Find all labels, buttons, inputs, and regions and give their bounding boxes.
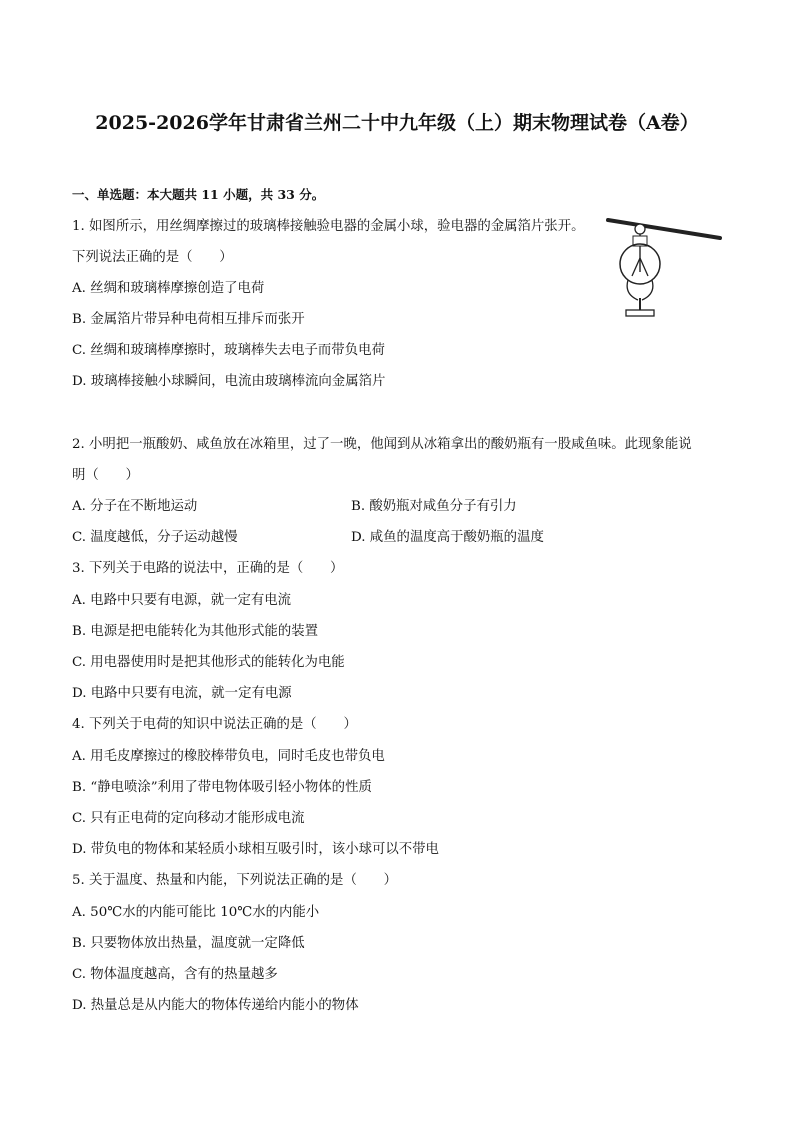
question-5-stem: 5. 关于温度、热量和内能，下列说法正确的是（ ） [72,873,398,888]
question-4-stem: 4. 下列关于电荷的知识中说法正确的是（ ） [72,717,357,732]
question-2-option-b: B. 酸奶瓶对咸鱼分子有引力 [351,499,517,514]
question-3-option-a: A. 电路中只要有电源，就一定有电流 [72,593,292,608]
question-1-option-b: B. 金属箔片带异种电荷相互排斥而张开 [72,312,305,327]
electroscope-figure [604,212,728,324]
question-3-option-c: C. 用电器使用时是把其他形式的能转化为电能 [72,655,345,670]
question-2-option-a: A. 分子在不断地运动 [72,499,198,514]
stand-arms [627,280,653,300]
metal-ball [635,224,645,234]
stand-base [626,310,654,316]
question-5-option-c: C. 物体温度越高，含有的热量越多 [72,967,278,982]
question-2-stem: 2. 小明把一瓶酸奶、咸鱼放在冰箱里，过了一晚，他闻到从冰箱拿出的酸奶瓶有一股咸鱼味。此现象能说 [72,437,692,452]
question-5-option-d: D. 热量总是从内能大的物体传递给内能小的物体 [72,998,359,1013]
section-heading: 一、单选题：本大题共 11 小题，共 33 分。 [72,187,325,202]
question-1-option-c: C. 丝绸和玻璃棒摩擦时，玻璃棒失去电子而带负电荷 [72,343,385,358]
question-4-option-a: A. 用毛皮摩擦过的橡胶棒带负电，同时毛皮也带负电 [72,749,385,764]
question-1-stem-cont: 下列说法正确的是（ ） [72,250,233,265]
exam-title: 2025-2026学年甘肃省兰州二十中九年级（上）期末物理试卷（A卷） [95,112,699,134]
question-3-option-d: D. 电路中只要有电流，就一定有电源 [72,686,292,701]
glass-rod [608,220,720,238]
question-1-option-a: A. 丝绸和玻璃棒摩擦创造了电荷 [72,281,265,296]
question-3-option-b: B. 电源是把电能转化为其他形式能的装置 [72,624,318,639]
question-3-stem: 3. 下列关于电路的说法中，正确的是（ ） [72,561,344,576]
question-4-option-d: D. 带负电的物体和某轻质小球相互吸引时，该小球可以不带电 [72,842,439,857]
question-4-option-c: C. 只有正电荷的定向移动才能形成电流 [72,811,305,826]
question-4-option-b: B. “静电喷涂”利用了带电物体吸引轻小物体的性质 [72,780,372,795]
question-2-option-d: D. 咸鱼的温度高于酸奶瓶的温度 [351,530,544,545]
question-2-option-c: C. 温度越低，分子运动越慢 [72,530,238,545]
question-5-option-b: B. 只要物体放出热量，温度就一定降低 [72,936,305,951]
question-1-stem: 1. 如图所示，用丝绸摩擦过的玻璃棒接触验电器的金属小球，验电器的金属箔片张开。 [72,219,585,234]
question-1-option-d: D. 玻璃棒接触小球瞬间，电流由玻璃棒流向金属箔片 [72,374,386,389]
question-5-option-a: A. 50℃水的内能可能比 10℃水的内能小 [72,905,320,920]
question-2-stem-cont: 明（ ） [72,468,139,483]
